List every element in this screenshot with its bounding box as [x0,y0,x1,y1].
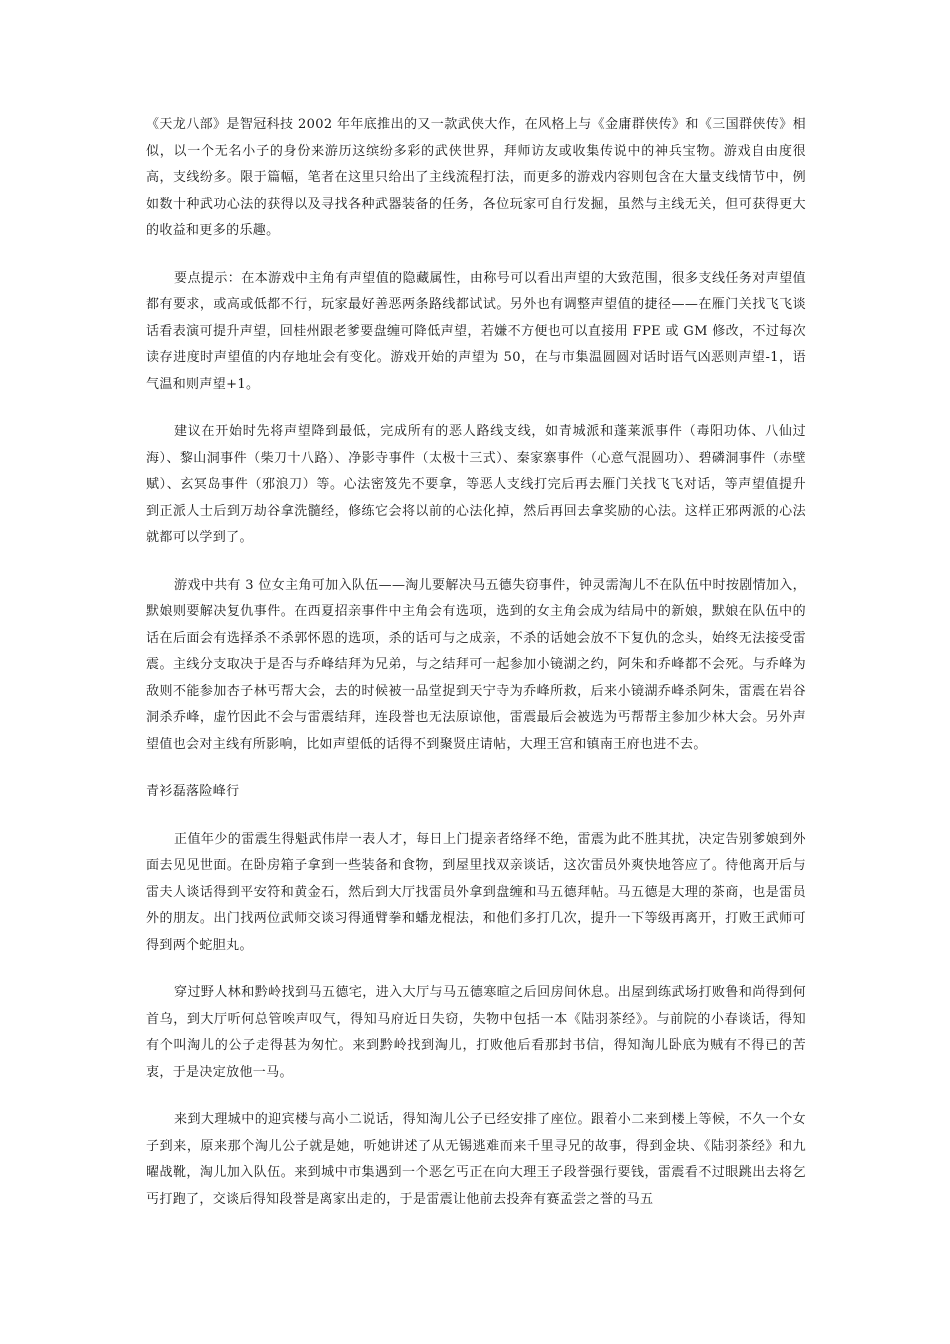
intro-paragraph: 《天龙八部》是智冠科技 2002 年年底推出的又一款武侠大作，在风格上与《金庸群侠传》和《三国群侠传》相似，以一个无名小子的身份来游历这缤纷多彩的武侠世界，拜师访友或收集传说中的神兵宝物。游戏自由度很高，支线纷多。限于篇幅，笔者在这里只给出了主线流程打法，而更多的游戏内容则包含在大量支线情节中，例如数十种武功心法的获得以及寻找各种武器装备的任务，各位玩家可自行发掘，虽然与主线无关，但可获得更大的收益和更多的乐趣。 [146,117,806,238]
suggestion-paragraph: 建议在开始时先将声望降到最低，完成所有的恶人路线支线，如青城派和蓬莱派事件（毒阳功体、八仙过海）、黎山洞事件（柴刀十八路）、净影寺事件（太极十三式）、秦家寨事件（心意气混圆功）、碧磷洞事件（赤壁赋）、玄冥岛事件（邪浪刀）等。心法密笈先不要拿，等恶人支线打完后再去雁门关找飞飞对话，等声望值提升到正派人士后到万劫谷拿洗髓经，修练它会将以前的心法化掉，然后再回去拿奖励的心法。这样正邪两派的心法就都可以学到了。 [146,424,806,545]
heroines-paragraph: 游戏中共有 3 位女主角可加入队伍——淘儿要解决马五德失窃事件，钟灵需淘儿不在队伍中时按剧情加入，默娘则要解决复仇事件。在西夏招亲事件中主角会有选项，选到的女主角会成为结局中的新娘，默娘在队伍中的话在后面会有选择杀不杀郭怀恩的选项，杀的话可与之成亲，不杀的话她会放不下复仇的念头，始终无法接受雷震。主线分支取决于是否与乔峰结拜为兄弟，与之结拜可一起参加小镜湖之约，阿朱和乔峰都不会死。与乔峰为敌则不能参加杏子林丐帮大会，去的时候被一品堂捉到天宁寺为乔峰所救，后来小镜湖乔峰杀阿朱，雷震在岩谷洞杀乔峰，虚竹因此不会与雷震结拜，连段誉也无法原谅他，雷震最后会被选为丐帮帮主参加少林大会。另外声望值也会对主线有所影响，比如声望低的话得不到聚贤庄请帖，大理王宫和镇南王府也进不去。 [146,577,806,752]
section-paragraph: 穿过野人林和黔岭找到马五德宅，进入大厅与马五德寒暄之后回房间休息。出屋到练武场打败鲁和尚得到何首乌，到大厅听何总管唉声叹气，得知马府近日失窃，失物中包括一本《陆羽茶经》。与前院的小春谈话，得知有个叫淘儿的公子走得甚为匆忙。来到黔岭找到淘儿，打败他后看那封书信，得知淘儿卧底为贼有不得已的苦衷，于是决定放他一马。 [146,985,806,1080]
document-page [146,112,806,1234]
section-paragraph: 来到大理城中的迎宾楼与高小二说话，得知淘儿公子已经安排了座位。跟着小二来到楼上等候，不久一个女子到来，原来那个淘儿公子就是她，听她讲述了从无锡逃难而来千里寻兄的故事，得到金块、《陆羽茶经》和九曜战靴，淘儿加入队伍。来到城中市集遇到一个恶乞丐正在向大理王子段誉强行要钱，雷震看不过眼跳出去将乞丐打跑了，交谈后得知段誉是离家出走的，于是雷震让他前去投奔有赛孟尝之誉的马五 [146,1112,806,1207]
tips-paragraph: 要点提示：在本游戏中主角有声望值的隐藏属性，由称号可以看出声望的大致范围，很多支线任务对声望值都有要求，或高或低都不行，玩家最好善恶两条路线都试试。另外也有调整声望值的捷径——在雁门关找飞飞谈话看表演可提升声望，回桂州跟老爹要盘缠可降低声望，若嫌不方便也可以直接用 FPE 或 GM 修改，不过每次读存进度时声望值的内存地址会有变化。游戏开始的声望为 50，在与市集温圆圆对话时语气凶恶则声望-1，语气温和则声望+1。 [146,270,806,392]
section-paragraph: 正值年少的雷震生得魁武伟岸一表人才，每日上门提亲者络绎不绝，雷震为此不胜其扰，决定告别爹娘到外面去见见世面。在卧房箱子拿到一些装备和食物，到屋里找双亲谈话，这次雷员外爽快地答应了。待他离开后与雷夫人谈话得到平安符和黄金石，然后到大厅找雷员外拿到盘缠和马五德拜帖。马五德是大理的茶商，也是雷员外的朋友。出门找两位武师交谈习得通臂拳和蟠龙棍法，和他们多打几次，提升一下等级再离开，打败王武师可得到两个蛇胆丸。 [146,831,806,953]
section-heading: 青衫磊落险峰行 [146,784,240,799]
